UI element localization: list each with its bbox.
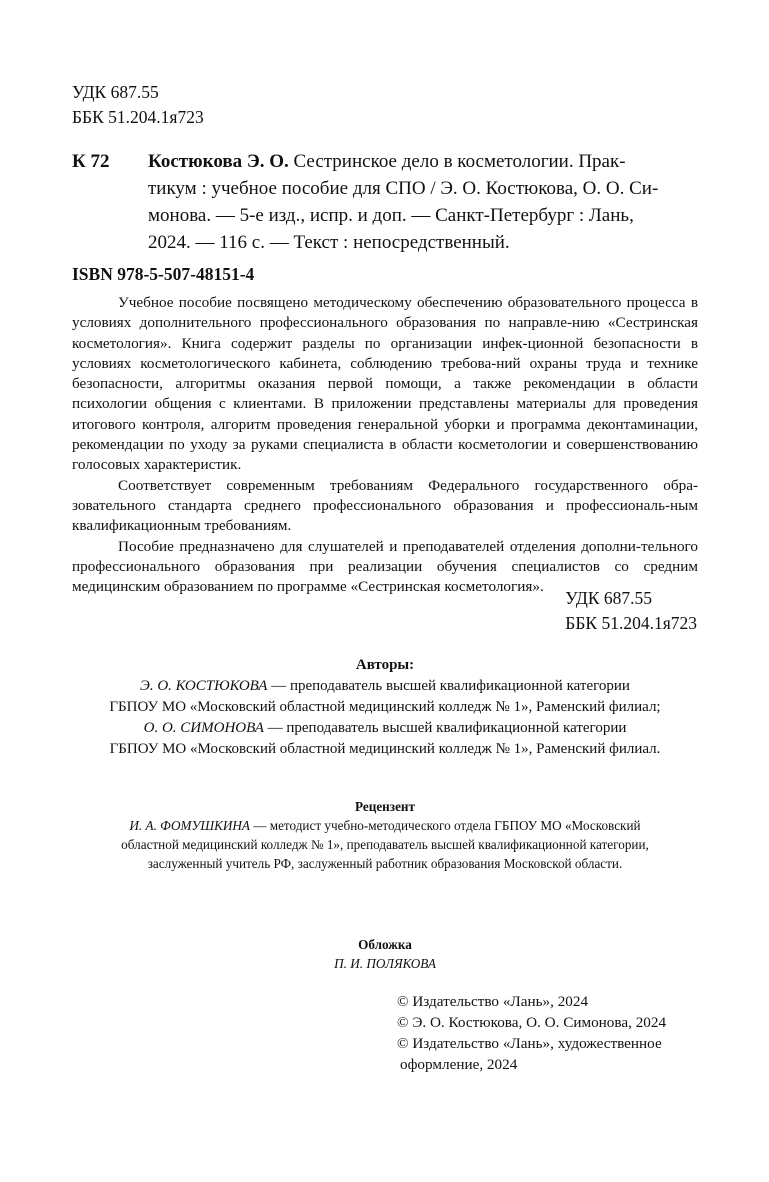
cover-section <box>40 935 730 973</box>
copyright-4: оформление, 2024 <box>400 1056 518 1073</box>
annotation-paragraph-3: Пособие предназначено для слушателей и преподавателей отделения дополни-тельного профессионального образования при реализации обучения специалистов со средним медицинским образованием по программе «Сестринская косметология». <box>72 537 698 596</box>
reviewer-heading: Рецензент <box>354 799 415 814</box>
cover-heading: Обложка <box>358 937 412 952</box>
author-2-org: ГБПОУ МО «Московский областной медицинский колледж № 1», Раменский филиал. <box>109 741 661 757</box>
biblio-author: Костюкова Э. О. <box>148 151 289 172</box>
reviewer-line-1: — методист учебно-методического отдела ГБПОУ МО «Московский <box>249 818 641 833</box>
reviewer-line-2: областной медицинский колледж № 1», преподаватель высшей квалификационной категории, <box>121 837 649 852</box>
bibliographic-record <box>148 148 696 256</box>
biblio-line-1: Сестринское дело в косметологии. Прак- <box>288 151 626 172</box>
isbn: ISBN 978-5-507-48151-4 <box>72 264 255 284</box>
annotation-paragraph-2: Соответствует современным требованиям Федерального государственного обра-зовательного стандарта среднего профессионального образования и профессиональ-ным квалификационным требованиям. <box>72 476 698 535</box>
udk-code: УДК 687.55 <box>72 82 159 102</box>
authors-heading: Авторы: <box>355 657 415 673</box>
author-2-name: О. О. СИМОНОВА <box>143 720 264 736</box>
copyright-1: © Издательство «Лань», 2024 <box>397 993 589 1010</box>
bbk-code: ББК 51.204.1я723 <box>72 107 204 127</box>
author-1-name: Э. О. КОСТЮКОВА <box>140 678 268 694</box>
copyright-2: © Э. О. Костюкова, О. О. Симонова, 2024 <box>397 1014 667 1031</box>
catalog-key: К 72 <box>72 151 110 172</box>
bottom-classification-codes <box>565 586 697 636</box>
copyright-3: © Издательство «Лань», художественное <box>397 1035 662 1052</box>
author-1-role: — преподаватель высшей квалификационной категории <box>267 678 630 694</box>
reviewer-section <box>40 797 730 873</box>
cover-artist: П. И. ПОЛЯКОВА <box>334 956 436 971</box>
biblio-line-4: 2024. — 116 с. — Текст : непосредственный. <box>148 232 510 253</box>
top-classification-codes <box>72 80 204 130</box>
author-2-role: — преподаватель высшей квалификационной категории <box>263 720 627 736</box>
reviewer-line-3: заслуженный учитель РФ, заслуженный работник образования Московской области. <box>147 856 623 871</box>
annotation-paragraph-1: Учебное пособие посвящено методическому обеспечению образовательного процесса в условиях дополнительного профессионального образования по направле-нию «Сестринская косметология». Книга содержит разделы по организации инфек-ционной безопасности в условиях косметологического кабинета, соблюдению требова-ний охраны труда и технике безопасности, алгоритмы оказания первой помощи, а также рекомендации в области психологии общения с клиентами. В приложении представлены материалы для проведения итогового контроля, алгоритм проведения генеральной уборки и программа деконтаминации, рекомендации по уходу за руками специалиста в области косметологии и совершенствованию голосовых характеристик. <box>72 294 698 474</box>
annotation <box>72 293 698 597</box>
reviewer-name: И. А. ФОМУШКИНА <box>129 818 250 833</box>
authors-section <box>40 655 730 760</box>
author-1-org: ГБПОУ МО «Московский областной медицинский колледж № 1», Раменский филиал; <box>109 699 661 715</box>
udk-code-bottom: УДК 687.55 <box>565 588 653 608</box>
copyright-block <box>397 991 707 1075</box>
bbk-code-bottom: ББК 51.204.1я723 <box>565 613 697 633</box>
biblio-line-2: тикум : учебное пособие для СПО / Э. О. Костюкова, О. О. Си- <box>148 178 659 199</box>
biblio-line-3: монова. — 5-е изд., испр. и доп. — Санкт-Петербург : Лань, <box>148 205 634 226</box>
